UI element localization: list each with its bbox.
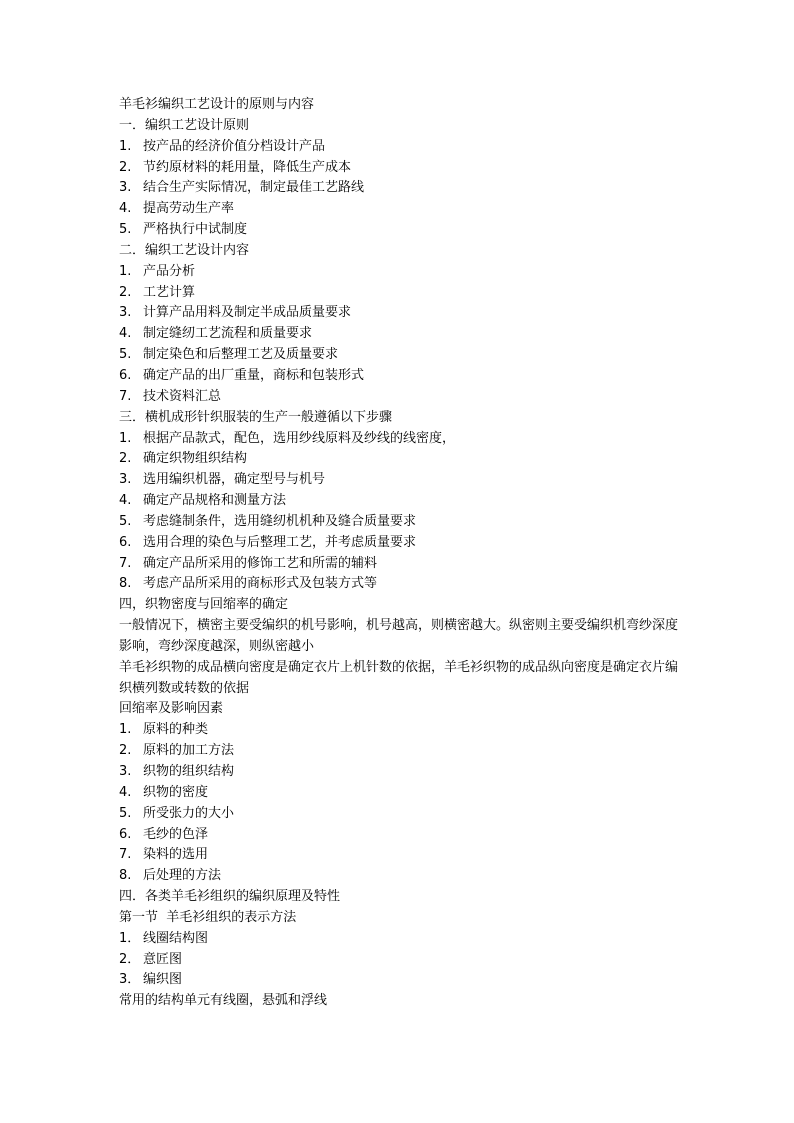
list-item <box>119 470 679 491</box>
list-text: 制定染色和后整理工艺及质量要求 <box>143 347 339 363</box>
list-number: 2． <box>119 951 141 967</box>
list-item <box>119 220 679 241</box>
paragraph-finished-density: 羊毛衫织物的成品横向密度是确定衣片上机针数的依据，羊毛衫织物的成品纵向密度是确定衣片编织横列数或转数的依据 <box>119 659 679 696</box>
list-item <box>119 929 679 950</box>
list-number: 3. <box>119 764 132 779</box>
list-text: 按产品的经济价值分档设计产品 <box>143 138 326 154</box>
subsection-heading: 回缩率及影响因素 <box>119 701 224 717</box>
list-item <box>119 533 679 554</box>
list-item <box>119 158 679 179</box>
section-heading: 四．各类羊毛衫组织的编织原理及特性 <box>119 889 341 905</box>
list-number: 8. <box>119 576 132 592</box>
list-text: 织物的组织结构 <box>143 764 235 779</box>
list-number: 3． <box>119 972 141 988</box>
list-number: 7. <box>119 555 132 571</box>
list-number: 3. <box>119 472 132 488</box>
list-text: 根据产品款式，配色，选用纱线原料及纱线的线密度， <box>143 430 456 446</box>
list-number: 4. <box>119 201 132 217</box>
list-item <box>119 324 679 345</box>
list-item <box>119 720 679 741</box>
section-heading: 三．横机成形针织服装的生产一般遵循以下步骤 <box>119 409 393 425</box>
list-text: 后处理的方法 <box>143 868 222 884</box>
list-item <box>119 345 679 366</box>
list-number: 2. <box>119 284 132 300</box>
list-item <box>119 762 679 783</box>
section-heading: 一．编织工艺设计原则 <box>119 117 250 133</box>
list-item <box>119 283 679 304</box>
list-text: 制定缝纫工艺流程和质量要求 <box>143 326 313 342</box>
list-number: 1. <box>119 430 132 446</box>
list-item <box>119 491 679 512</box>
list-text: 织物的密度 <box>143 784 209 800</box>
list-item <box>119 512 679 533</box>
list-text: 确定产品所采用的修饰工艺和所需的辅料 <box>143 555 378 571</box>
list-number: 1. <box>119 138 132 154</box>
list-number: 6. <box>119 534 132 550</box>
list-number: 6. <box>119 367 132 383</box>
list-text: 技术资料汇总 <box>143 388 222 404</box>
list-item <box>119 429 679 450</box>
document-title: 羊毛衫编织工艺设计的原则与内容 <box>119 97 315 112</box>
list-number: 1. <box>119 722 132 738</box>
list-number: 8. <box>119 868 132 884</box>
list-item <box>119 970 679 991</box>
list-text: 确定产品规格和测量方法 <box>143 493 287 509</box>
list-text: 节约原材料的耗用量，降低生产成本 <box>143 159 352 175</box>
list-number: 3. <box>119 305 132 321</box>
list-item <box>119 199 679 220</box>
list-number: 7. <box>119 388 132 404</box>
section-heading: 四，织物密度与回缩率的确定 <box>119 597 289 613</box>
section-heading: 二．编织工艺设计内容 <box>119 242 250 258</box>
list-number: 1. <box>119 263 132 279</box>
list-item <box>119 303 679 324</box>
list-item <box>119 825 679 846</box>
list-text: 选用编织机器，确定型号与机号 <box>143 472 326 488</box>
list-item <box>119 449 679 470</box>
list-number: 3. <box>119 180 132 196</box>
subsection-heading: 第一节 羊毛衫组织的表示方法 <box>119 909 297 925</box>
list-text: 产品分析 <box>143 263 196 279</box>
list-text: 计算产品用料及制定半成品质量要求 <box>143 305 352 321</box>
list-item <box>119 178 679 199</box>
list-item <box>119 950 679 971</box>
list-item <box>119 783 679 804</box>
list-text: 考虑产品所采用的商标形式及包装方式等 <box>143 576 378 592</box>
document-page <box>119 95 679 1012</box>
list-number: 4. <box>119 326 132 342</box>
list-text: 确定织物组织结构 <box>143 451 248 467</box>
list-number: 5. <box>119 347 132 363</box>
closing-text: 常用的结构单元有线圈，悬弧和浮线 <box>119 993 328 1009</box>
list-number: 5. <box>119 513 132 529</box>
list-number: 2. <box>119 451 132 467</box>
list-text: 考虑缝制条件，选用缝纫机机种及缝合质量要求 <box>143 513 417 529</box>
list-number: 2. <box>119 159 132 175</box>
list-text: 严格执行中试制度 <box>143 222 248 238</box>
list-text: 所受张力的大小 <box>143 805 235 821</box>
list-number: 4. <box>119 493 132 509</box>
list-number: 5. <box>119 222 132 238</box>
list-item <box>119 137 679 158</box>
list-text: 选用合理的染色与后整理工艺，并考虑质量要求 <box>143 534 417 550</box>
list-text: 工艺计算 <box>143 284 196 300</box>
list-number: 6. <box>119 826 132 842</box>
paragraph-density: 一般情况下，横密主要受编织的机号影响，机号越高，则横密越大。纵密则主要受编织机弯纱深度影响，弯纱深度越深，则纵密越小 <box>119 618 679 654</box>
list-number: 1． <box>119 930 141 946</box>
list-text: 提高劳动生产率 <box>143 201 235 217</box>
list-text: 毛纱的色泽 <box>143 826 209 842</box>
list-text: 结合生产实际情况，制定最佳工艺路线 <box>143 180 365 196</box>
list-item <box>119 845 679 866</box>
list-item <box>119 741 679 762</box>
list-text: 原料的加工方法 <box>143 743 235 759</box>
list-text: 线圈结构图 <box>143 930 209 946</box>
list-item <box>119 366 679 387</box>
list-text: 确定产品的出厂重量，商标和包装形式 <box>143 367 365 383</box>
list-item <box>119 804 679 825</box>
list-item <box>119 866 679 887</box>
list-number: 2. <box>119 743 132 759</box>
list-text: 原料的种类 <box>143 722 209 738</box>
list-item <box>119 262 679 283</box>
list-text: 编织图 <box>143 972 183 988</box>
list-number: 4. <box>119 784 132 800</box>
list-number: 5. <box>119 805 132 821</box>
list-item <box>119 554 679 575</box>
list-number: 7. <box>119 847 132 863</box>
list-item <box>119 387 679 408</box>
list-text: 意匠图 <box>143 951 183 967</box>
list-item <box>119 574 679 595</box>
list-text: 染料的选用 <box>143 847 209 863</box>
